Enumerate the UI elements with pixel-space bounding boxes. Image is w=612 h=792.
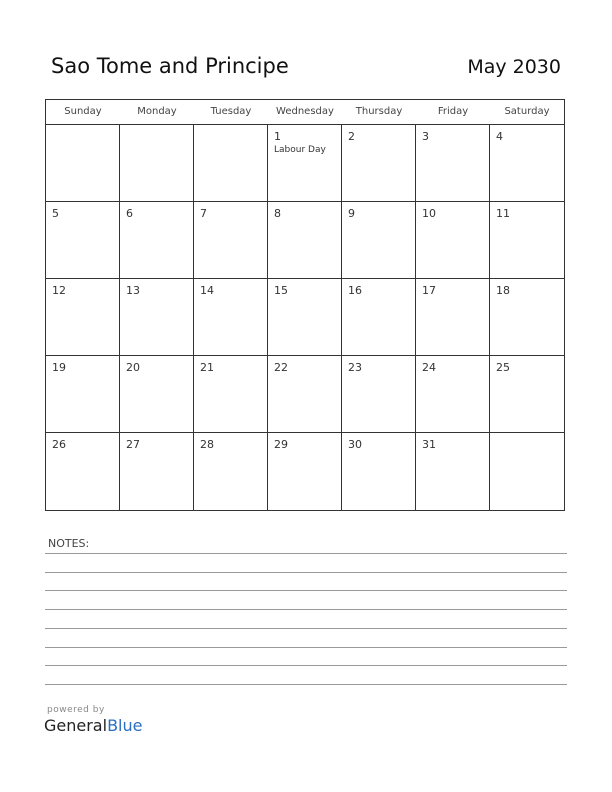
day-cell xyxy=(46,202,120,279)
month-year-title: May 2030 xyxy=(467,56,561,78)
notes-line xyxy=(45,665,567,666)
day-cell xyxy=(46,433,120,510)
day-number: 24 xyxy=(422,361,436,374)
day-cell xyxy=(46,356,120,433)
notes-line xyxy=(45,572,567,573)
day-cell xyxy=(120,356,194,433)
calendar-grid xyxy=(45,99,565,511)
notes-label: NOTES: xyxy=(48,537,90,550)
day-cell xyxy=(416,125,490,202)
day-number: 12 xyxy=(52,284,66,297)
day-number: 31 xyxy=(422,438,436,451)
day-number: 30 xyxy=(348,438,362,451)
day-cell xyxy=(46,125,120,202)
weekday-saturday: Saturday xyxy=(504,106,550,117)
day-number: 3 xyxy=(422,130,429,143)
weekday-monday: Monday xyxy=(137,106,177,117)
powered-by-text: powered by xyxy=(47,705,105,715)
day-cell xyxy=(268,433,342,510)
notes-line xyxy=(45,628,567,629)
brand-general: General xyxy=(44,716,108,735)
day-cell xyxy=(120,433,194,510)
day-cell xyxy=(194,356,268,433)
day-number: 17 xyxy=(422,284,436,297)
day-number: 22 xyxy=(274,361,288,374)
day-cell xyxy=(490,433,564,510)
day-number: 20 xyxy=(126,361,140,374)
day-cell xyxy=(416,202,490,279)
day-cell xyxy=(342,279,416,356)
day-cell xyxy=(268,202,342,279)
day-cell xyxy=(194,125,268,202)
day-number: 28 xyxy=(200,438,214,451)
weekday-friday: Friday xyxy=(437,106,469,117)
day-number: 29 xyxy=(274,438,288,451)
generalblue-logo[interactable] xyxy=(44,716,142,735)
day-cell xyxy=(342,202,416,279)
day-number: 4 xyxy=(496,130,503,143)
day-cell xyxy=(490,279,564,356)
day-cell xyxy=(342,125,416,202)
day-number: 23 xyxy=(348,361,362,374)
day-number: 9 xyxy=(348,207,355,220)
day-number: 21 xyxy=(200,361,214,374)
day-cell xyxy=(268,356,342,433)
day-cell xyxy=(490,202,564,279)
day-cell xyxy=(416,433,490,510)
day-cell xyxy=(194,279,268,356)
day-number: 1 xyxy=(274,130,281,143)
day-cell xyxy=(268,279,342,356)
day-cell xyxy=(416,356,490,433)
day-number: 26 xyxy=(52,438,66,451)
day-number: 10 xyxy=(422,207,436,220)
day-number: 15 xyxy=(274,284,288,297)
country-title: Sao Tome and Principe xyxy=(51,54,289,78)
weekday-tuesday: Tuesday xyxy=(210,106,252,117)
day-grid xyxy=(46,125,564,510)
day-number: 7 xyxy=(200,207,207,220)
day-number: 19 xyxy=(52,361,66,374)
brand-blue: Blue xyxy=(107,716,143,735)
day-cell xyxy=(490,356,564,433)
weekday-header-row xyxy=(46,100,564,125)
day-number: 11 xyxy=(496,207,510,220)
day-cell xyxy=(194,433,268,510)
holiday-label: Labour Day xyxy=(274,145,326,155)
day-cell xyxy=(120,125,194,202)
day-number: 14 xyxy=(200,284,214,297)
notes-line xyxy=(45,609,567,610)
day-number: 27 xyxy=(126,438,140,451)
weekday-thursday: Thursday xyxy=(355,106,403,117)
day-cell xyxy=(46,279,120,356)
day-number: 18 xyxy=(496,284,510,297)
notes-line xyxy=(45,684,567,685)
day-number: 13 xyxy=(126,284,140,297)
day-cell xyxy=(342,433,416,510)
day-cell xyxy=(268,125,342,202)
day-number: 16 xyxy=(348,284,362,297)
day-cell xyxy=(342,356,416,433)
day-cell xyxy=(194,202,268,279)
weekday-sunday: Sunday xyxy=(64,106,102,117)
day-number: 5 xyxy=(52,207,59,220)
notes-line xyxy=(45,553,567,554)
day-cell xyxy=(416,279,490,356)
notes-line xyxy=(45,647,567,648)
day-number: 6 xyxy=(126,207,133,220)
day-number: 25 xyxy=(496,361,510,374)
day-cell xyxy=(120,202,194,279)
weekday-wednesday: Wednesday xyxy=(276,106,334,117)
day-number: 2 xyxy=(348,130,355,143)
day-cell xyxy=(120,279,194,356)
notes-line xyxy=(45,590,567,591)
day-number: 8 xyxy=(274,207,281,220)
day-cell xyxy=(490,125,564,202)
